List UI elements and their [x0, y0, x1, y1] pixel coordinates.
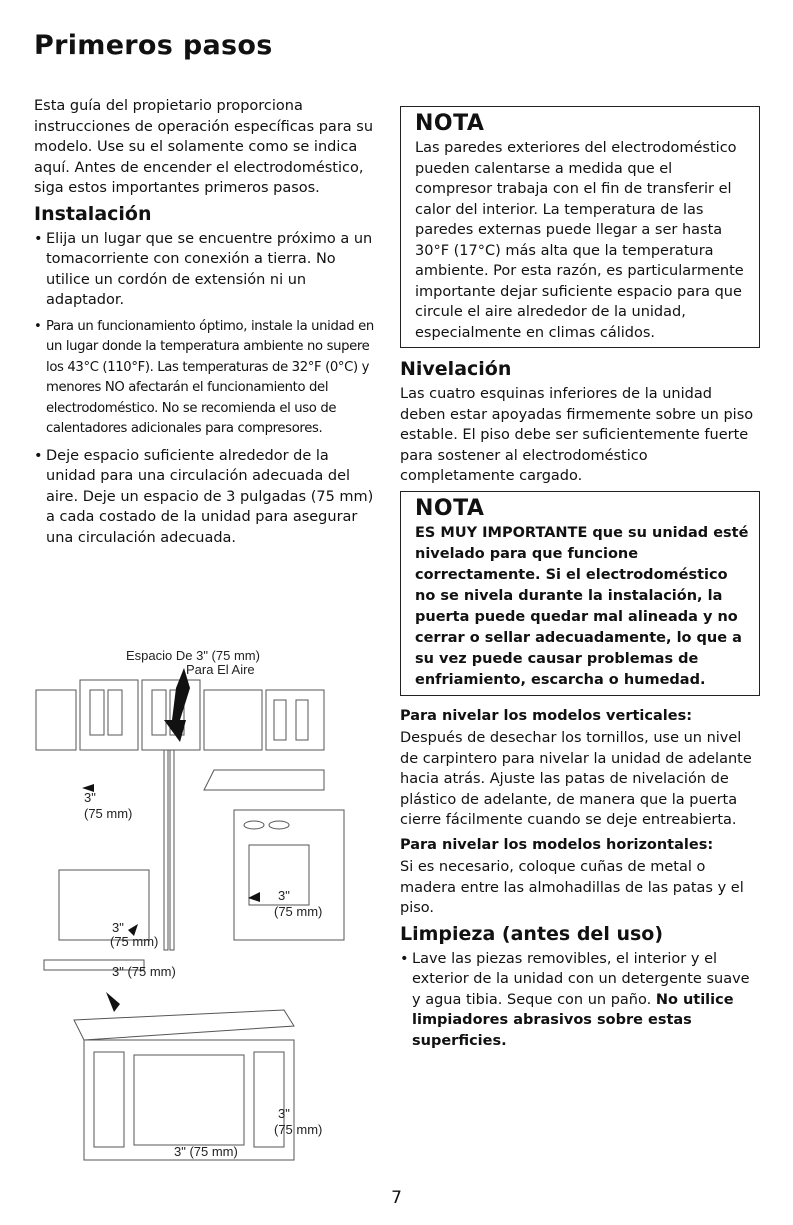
label-bottom-left: 3" (75 mm)	[174, 1144, 238, 1159]
instalacion-bullet-1: • Elija un lugar que se encuentre próximo a un tomacorriente con conexión a tierra. No utilice un cordón de extensión ni un adaptador.	[34, 229, 374, 311]
instalacion-bullet-3: • Deje espacio suficiente alrededor de la unidad para una circulación adecuada del aire. Deje un espacio de 3 pulgadas (75 mm) a cada costado de la unidad para asegurar una circulación adecuada.	[34, 446, 374, 549]
nota-text-2: ES MUY IMPORTANTE que su unidad esté nivelado para que funcione correctamente. Si el electrodoméstico no se nivela durante la instalación, la puerta puede quedar mal alineada y no cerrar o sellar adecuadamente, lo que a su vez puede causar problemas de enfriamiento, escarcha o humedad.	[415, 524, 749, 688]
nota-box-2	[400, 491, 760, 696]
label-mid-75mm: (75 mm)	[110, 934, 159, 949]
instalacion-list	[34, 229, 374, 549]
verticales-text: Después de desechar los tornillos, use un nivel de carpintero para nivelar la unidad de adelante hacia atrás. Ajuste las patas de nivelación de plástico de adelante, de manera que la puerta cierre fácilmente cuando se deje entreabierta.	[400, 730, 752, 828]
page-number: 7	[391, 1188, 402, 1208]
verticales-heading: Para nivelar los modelos verticales:	[400, 707, 692, 724]
label-top-2: Para El Aire	[186, 662, 255, 677]
limpieza-heading: Limpieza (antes del uso)	[400, 922, 664, 945]
instalacion-heading: Instalación	[34, 202, 152, 225]
instalacion-bullet-2: • Para un funcionamiento óptimo, instale la unidad en un lugar donde la temperatura ambiente no supere los 43°C (110°F). Las temperaturas de 32°F (0°C) y menores NO afectarán el funcionamiento del electrodoméstico. No se recomienda el uso de calentadores adicionales para compresores.	[34, 317, 374, 440]
limpieza-bullet	[400, 949, 760, 1052]
clearance-illustration	[34, 640, 374, 1180]
nota-title-1: NOTA	[415, 111, 485, 136]
label-range-75mm: (75 mm)	[274, 904, 323, 919]
label-bottom-right-3in: 3"	[278, 1106, 290, 1121]
intro-paragraph: Esta guía del propietario proporciona instrucciones de operación específicas para su modelo. Use su el solamente como se indica aquí. Antes de encender el electrodoméstico, siga estos importantes primeros pasos.	[34, 98, 374, 196]
label-left-75mm: (75 mm)	[84, 806, 133, 821]
horizontales-text: Si es necesario, coloque cuñas de metal o madera entre las almohadillas de las patas y el piso.	[400, 859, 744, 916]
limpieza-list	[400, 949, 760, 1052]
nivelacion-text: Las cuatro esquinas inferiores de la unidad deben estar apoyadas firmemente sobre un piso estable. El piso debe ser suficientemente fuerte para sostener al electrodoméstico completamente cargado.	[400, 386, 754, 484]
label-left-3in: 3"	[84, 790, 96, 805]
page-title: Primeros pasos	[34, 30, 273, 61]
label-mid-3in: 3"	[112, 920, 124, 935]
limpieza-bullet-bold: No utilice limpiadores abrasivos sobre estas superficies.	[412, 991, 734, 1049]
nivelacion-heading: Nivelación	[400, 358, 512, 380]
left-column	[34, 96, 374, 554]
nota-text-1: Las paredes exteriores del electrodoméstico pueden calentarse a medida que el compresor trabaja con el fin de transferir el calor del interior. La temperatura de las paredes externas puede llegar a ser hasta 30°F (17°C) más alta que la temperatura ambiente. Por esta razón, es particularmente importante dejar suficiente espacio para que circule el aire alrededor de la unidad, especialmente en climas cálidos.	[415, 140, 744, 341]
horizontales-heading: Para nivelar los modelos horizontales:	[400, 836, 714, 853]
label-bottom-top: 3" (75 mm)	[112, 964, 176, 979]
label-bottom-right-75mm: (75 mm)	[274, 1122, 323, 1137]
nota-title-2: NOTA	[415, 495, 485, 521]
label-range-3in: 3"	[278, 888, 290, 903]
limpieza-bullet-text: Lave las piezas removibles, el interior y el exterior de la unidad con un detergente suave y agua tibia. Seque con un paño.	[412, 950, 750, 1008]
label-top-1: Espacio De 3" (75 mm)	[126, 648, 260, 663]
right-column	[400, 96, 760, 1057]
nota-box-1	[400, 106, 760, 348]
